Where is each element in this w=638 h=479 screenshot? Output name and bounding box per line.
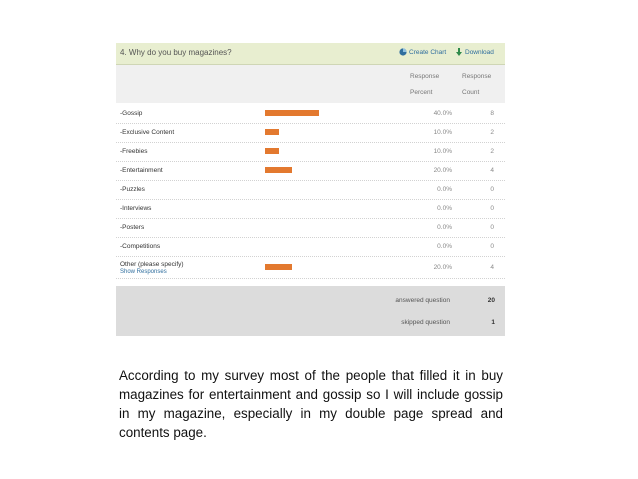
answer-label: -Competitions (120, 243, 161, 250)
response-percent: 0.0% (437, 243, 452, 250)
answered-question-value: 20 (487, 297, 495, 304)
create-chart-label: Create Chart (409, 48, 447, 56)
response-percent: 20.0% (433, 167, 452, 174)
pie-chart-icon (399, 48, 407, 56)
skipped-question-label: skipped question (401, 319, 450, 326)
caption-text: According to my survey most of the people that filled it in buy magazines for entertainment and gossip so I will include gossip in my magazine, especially in my double page spread and contents page. (119, 368, 503, 441)
response-count-header-line1: Response (462, 73, 492, 80)
response-count: 2 (490, 148, 494, 155)
response-percent-header-line2: Percent (410, 89, 433, 96)
answered-question-label: answered question (395, 297, 450, 304)
response-bar (265, 167, 292, 173)
response-percent: 0.0% (437, 186, 452, 193)
answer-row (116, 237, 505, 257)
response-count: 2 (490, 129, 494, 136)
response-count-header-line2: Count (462, 89, 480, 96)
response-percent: 0.0% (437, 224, 452, 231)
answer-row (116, 180, 505, 200)
answer-label: -Gossip (120, 110, 143, 117)
question-title: 4. Why do you buy magazines? (120, 48, 232, 57)
skipped-question-value: 1 (491, 319, 495, 326)
response-percent: 40.0% (433, 110, 452, 117)
summary-footer (116, 286, 505, 336)
answer-label: -Posters (120, 224, 145, 231)
column-header (116, 65, 505, 103)
answer-row (116, 161, 505, 181)
response-percent: 0.0% (437, 205, 452, 212)
response-count: 0 (490, 243, 494, 250)
question-header (116, 43, 505, 65)
show-responses-link[interactable]: Show Responses (120, 269, 167, 275)
response-percent: 10.0% (433, 129, 452, 136)
download-label: Download (465, 48, 494, 56)
survey-results-panel (116, 43, 505, 336)
answer-row (116, 218, 505, 238)
download-button[interactable] (455, 48, 494, 56)
download-arrow-icon (455, 48, 463, 56)
answer-label: -Puzzles (120, 186, 145, 193)
answer-label: -Interviews (120, 205, 152, 212)
response-bar (265, 148, 279, 154)
answer-row (116, 104, 505, 124)
response-count: 0 (490, 224, 494, 231)
response-bar (265, 264, 292, 270)
answer-label: Other (please specify) (120, 261, 184, 268)
answer-label: -Exclusive Content (120, 129, 175, 136)
response-bar (265, 110, 319, 116)
response-bar (265, 129, 279, 135)
answer-row (116, 142, 505, 162)
response-percent-header-line1: Response (410, 73, 440, 80)
answer-row (116, 256, 505, 279)
response-count: 0 (490, 186, 494, 193)
answer-label: -Entertainment (120, 167, 163, 174)
answer-label: -Freebies (120, 148, 148, 155)
create-chart-button[interactable] (399, 48, 446, 56)
response-count: 4 (490, 264, 494, 271)
answer-row (116, 123, 505, 143)
response-count: 8 (490, 110, 494, 117)
response-percent: 20.0% (433, 264, 452, 271)
response-percent: 10.0% (433, 148, 452, 155)
response-count: 4 (490, 167, 494, 174)
response-count: 0 (490, 205, 494, 212)
answer-row (116, 199, 505, 219)
